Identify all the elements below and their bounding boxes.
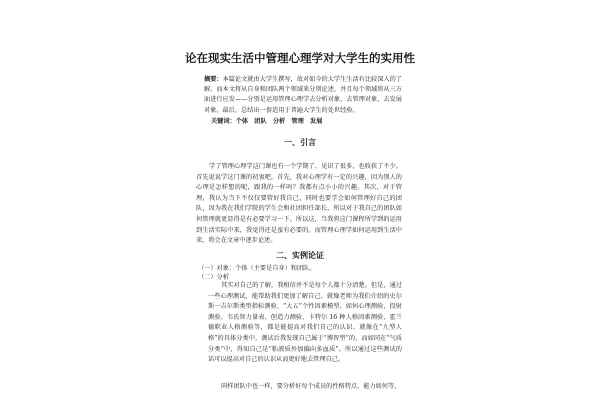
analysis-paragraph: 其实对自己的了解，我相信并不是每个人都十分清楚。但是，通过一些心理测试，能帮助我们更加了解自己。就像老师为我们介绍的史尔斯一吉尔斯类型指标测验、“大五”个性因素模型、如何心理测验，投射测验、韦氏智力量表、创造力测验、卡特尔 16 种人格因素测验、霍兰德职业人格测验等，都是能提高对我们自己的认识。就像在“九型人格”的具体分类中，测试后我发现自己属于“博智型”的，而如同在“气质分类”中，得知自己是“粘液质外加偏向多血质”。所以通过这些测试的话可以提高对自己的认识从而更好地去管理自己。 [208,282,402,364]
section-heading-intro: 一、引言 [284,138,316,147]
abstract-label: 摘要： [204,76,223,83]
subsection-object: （一）对象：个体（主要是自身）和团队。 [198,265,316,272]
keywords-line [211,116,411,125]
abstract-text: 本篇论文就由大学生撰写，故对如今的大学生生活有比较深入的了解。而本文将从自身和团队两个领域来分别论述，并且每个领域将从三方面进行应发——分别是运用管理心理学去分析对象，去管理对象，去发展对象。最后，总结出一套适用于普遍大学生的处世经验。 [204,76,402,114]
subsection-analysis: （二）分析 [198,274,229,281]
intro-paragraph: 学了管理心理学这门课也有一个学期了，见识了很多，也收获了不少。首先说说学这门课的初衷吧。首先，我对心理学有一定的兴趣，因为别人的心理是怎样想的呢，跟我的一样吗？我都有点小小的兴趣。其次，对于管理，我认为当下不仅仅要管好我自己，同时也要学会如何管理好自己的团队，因为我在我们学院的学生会和社团担任部长，所以对于我自己的团队如何管理就更显得是有必要学习一下。所以这，当我将这门课程所学到的运用到生活实际中来，我觉得还是蛮有必要的。而管理心理学如何运用到生活中来，将会在文章中逐步论述。 [196,163,402,245]
abstract-block [204,75,402,116]
keywords-list: 个体 团队 分析 管理 发展 [235,118,323,125]
paper-title: 论在现实生活中管理心理学对大学生的实用性 [185,51,415,65]
team-paragraph: 同样团队中也一样，要分析好每个成员的性格特点，能力如何等， [221,383,401,390]
keywords-label: 关键词： [211,118,236,125]
section-heading-case: 二、实例论证 [276,251,324,260]
